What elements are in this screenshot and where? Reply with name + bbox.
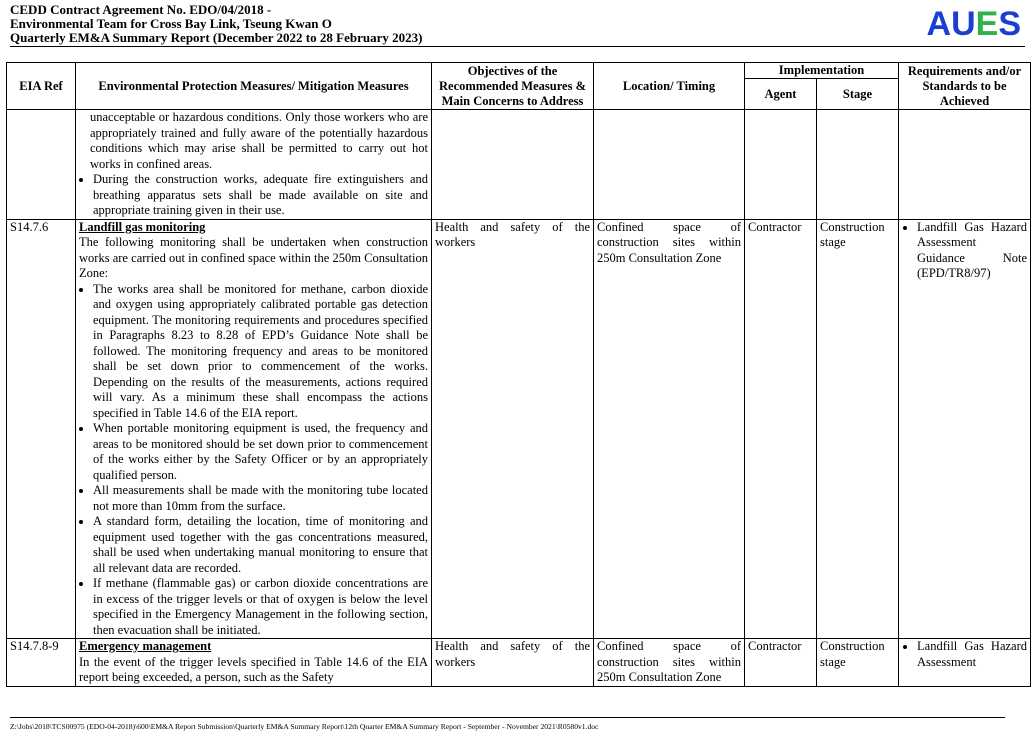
measure-title: Emergency management	[79, 639, 212, 653]
bullet-item: • If methane (flammable gas) or carbon dioxide concentrations are in excess of the trigger levels or that of oxygen is below the level specified in the Emergency Management in the following section, then evacuation shall be initiated.	[93, 576, 428, 638]
cell-stage: Construction stage	[817, 639, 899, 687]
footer-file-path: Z:\Jobs\2018\TCS00975 (EDO-04-2018)\600\EM&A Report Submission\Quarterly EM&A Summary Report\12th Quarter EM&A Summary Report - September - November 2021\R0580v1.doc	[10, 722, 599, 731]
footer-divider	[10, 717, 1005, 718]
document-header	[10, 3, 1025, 45]
col-eia-ref: EIA Ref	[7, 63, 76, 110]
col-objectives: Objectives of the Recommended Measures & Main Concerns to Address	[432, 63, 594, 110]
bullet-item: • The works area shall be monitored for methane, carbon dioxide and oxygen using appropriately calibrated portable gas detection equipment. The monitoring requirements and procedures specified in Paragraphs 8.23 to 8.28 of EPD’s Guidance Note shall be followed. The monitoring frequency and areas to be monitored shall be set down prior to commencement of the works. Depending on the results of the measurements, actions required will vary. As a minimum these shall encompass the actions specified in Table 14.6 of the EIA report.	[93, 282, 428, 422]
cell-measures	[76, 639, 432, 687]
cell-stage: Construction stage	[817, 219, 899, 639]
logo-part-e: E	[975, 5, 999, 43]
col-requirements: Requirements and/or Standards to be Achieved	[899, 63, 1031, 110]
cell-location: Confined space of construction sites within 250m Consultation Zone	[594, 639, 745, 687]
measure-title: Landfill gas monitoring	[79, 219, 206, 234]
requirement-list	[902, 639, 1027, 670]
measure-intro: The following monitoring shall be undertaken when construction works are carried out in confined space within the 250m Consultation Zone:	[79, 235, 428, 280]
requirement-list	[902, 220, 1027, 282]
bullet-item: • A standard form, detailing the location, time of monitoring and equipment used together with the gas concentrations measured, shall be used when undertaking manual monitoring to ensure that all relevant data are recorded.	[93, 514, 428, 576]
mitigation-measures-table	[6, 62, 1031, 687]
logo-part-au: AU	[926, 5, 976, 43]
table-row-landfill-gas	[7, 219, 1031, 639]
cell-objective: Health and safety of the workers	[432, 639, 594, 687]
bullet-item: • When portable monitoring equipment is used, the frequency and areas to be monitored should be set down prior to commencement of the works either by the Safety Officer or by an appropriately qualified person.	[93, 421, 428, 483]
cell-requirement	[899, 110, 1031, 220]
header-row-1	[7, 63, 1031, 79]
team-line: Environmental Team for Cross Bay Link, Tseung Kwan O	[10, 16, 332, 31]
cell-measures	[76, 110, 432, 220]
contract-line: CEDD Contract Agreement No. EDO/04/2018 -	[10, 2, 272, 17]
cell-ref: S14.7.8-9	[7, 639, 76, 687]
header-divider	[10, 46, 1025, 47]
requirement-item: • Landfill Gas Hazard Assessment	[917, 639, 1027, 670]
measure-intro: In the event of the trigger levels specified in Table 14.6 of the EIA report being exceeded, a person, such as the Safety	[79, 654, 428, 684]
cell-requirement	[899, 219, 1031, 639]
cell-objective: Health and safety of the workers	[432, 219, 594, 639]
aues-logo	[927, 5, 1021, 43]
cell-requirement	[899, 639, 1031, 687]
bullet-item: • All measurements shall be made with the monitoring tube located not more than 10mm from the surface.	[93, 483, 428, 514]
col-implementation: Implementation	[745, 63, 899, 79]
requirement-item: • Landfill Gas Hazard Assessment Guidance Note (EPD/TR8/97)	[917, 220, 1027, 282]
continued-bullets	[79, 172, 428, 219]
bullet-item: • During the construction works, adequate fire extinguishers and breathing apparatus sets shall be made available on site and appropriate training given in their use.	[93, 172, 428, 219]
cell-ref	[7, 110, 76, 220]
cell-measures	[76, 219, 432, 639]
col-location: Location/ Timing	[594, 63, 745, 110]
measure-bullets	[79, 282, 428, 639]
cell-ref: S14.7.6	[7, 219, 76, 639]
cell-location	[594, 110, 745, 220]
cell-stage	[817, 110, 899, 220]
cell-agent	[745, 110, 817, 220]
report-title-line: Quarterly EM&A Summary Report (December 2022 to 28 February 2023)	[10, 30, 423, 45]
col-agent: Agent	[745, 79, 817, 110]
col-stage: Stage	[817, 79, 899, 110]
table-row-emergency	[7, 639, 1031, 687]
logo-part-s: S	[998, 5, 1021, 43]
cell-agent: Contractor	[745, 219, 817, 639]
cell-agent: Contractor	[745, 639, 817, 687]
table-row-continuation	[7, 110, 1031, 220]
col-measures: Environmental Protection Measures/ Mitigation Measures	[76, 63, 432, 110]
header-text	[10, 3, 1025, 45]
cell-objective	[432, 110, 594, 220]
continued-paragraph: unacceptable or hazardous conditions. Only those workers who are appropriately trained and fully aware of the potentially hazardous conditions which may arise shall be permitted to carry out hot works in confined areas.	[90, 110, 428, 171]
cell-location: Confined space of construction sites within 250m Consultation Zone	[594, 219, 745, 639]
